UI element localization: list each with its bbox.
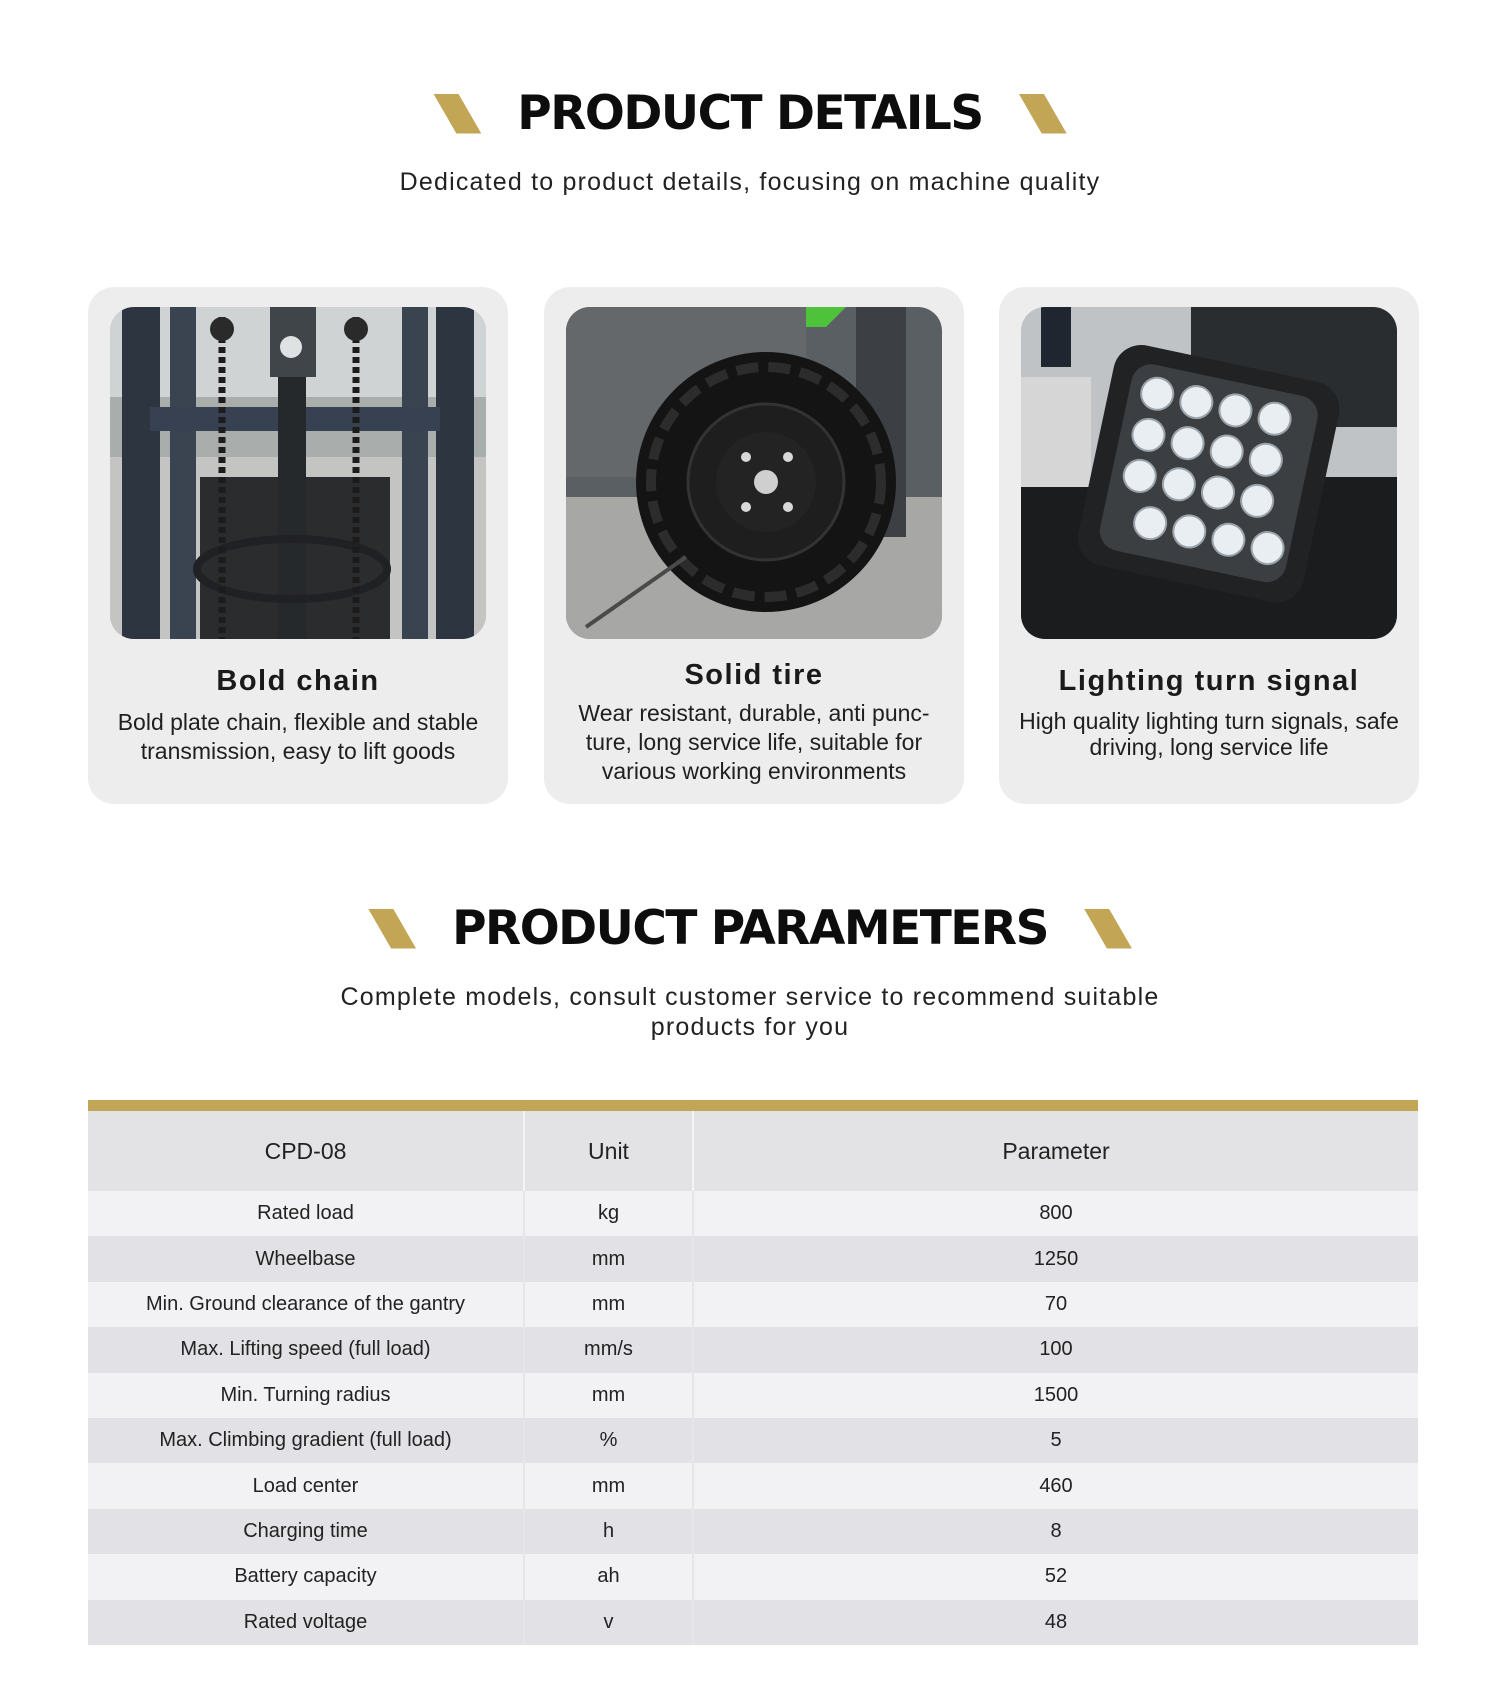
product-parameters-header (0, 901, 1500, 1042)
feature-cards (88, 287, 1418, 804)
table-row (88, 1509, 1418, 1554)
cell-value: 100 (693, 1327, 1418, 1372)
table-row (88, 1418, 1418, 1463)
cell-item: Rated voltage (88, 1600, 524, 1645)
cell-value: 1250 (693, 1236, 1418, 1281)
cell-value: 460 (693, 1463, 1418, 1508)
parameters-table (88, 1111, 1418, 1645)
table-row (88, 1191, 1418, 1236)
feature-card-bold-chain (88, 287, 508, 804)
table-row (88, 1463, 1418, 1508)
table-header-row (88, 1111, 1418, 1191)
right-slash-decoration (1019, 94, 1067, 134)
card-title: Bold chain (216, 665, 380, 697)
forklift-mast-chain-photo (110, 307, 486, 639)
section-title: PRODUCT DETAILS (517, 86, 983, 141)
cell-unit: mm (524, 1373, 693, 1418)
cell-unit: mm (524, 1463, 693, 1508)
cell-value: 5 (693, 1418, 1418, 1463)
table-row (88, 1236, 1418, 1281)
cell-unit: kg (524, 1191, 693, 1236)
cell-unit: v (524, 1600, 693, 1645)
cell-value: 70 (693, 1282, 1418, 1327)
cell-value: 48 (693, 1600, 1418, 1645)
table-row (88, 1600, 1418, 1645)
card-title: Lighting turn signal (1058, 665, 1360, 697)
card-description: High quality lighting turn signals, safe driving, long service life (1019, 708, 1399, 760)
cell-unit: mm/s (524, 1327, 693, 1372)
title-row (0, 86, 1500, 141)
parameters-table-container (88, 1100, 1418, 1645)
table-row (88, 1373, 1418, 1418)
table-row (88, 1282, 1418, 1327)
cell-item: Min. Turning radius (88, 1373, 524, 1418)
section-subtitle: Complete models, consult customer service to recommend suitable products for you (340, 983, 1160, 1041)
table-row (88, 1554, 1418, 1599)
cell-unit: h (524, 1509, 693, 1554)
card-description: Wear resistant, durable, anti punc-ture, long service life, suitable for various working environments (578, 700, 930, 784)
cell-unit: % (524, 1418, 693, 1463)
cell-item: Wheelbase (88, 1236, 524, 1281)
cell-unit: mm (524, 1236, 693, 1281)
cell-unit: mm (524, 1282, 693, 1327)
feature-card-solid-tire (544, 287, 964, 804)
cell-item: Max. Lifting speed (full load) (88, 1327, 524, 1372)
cell-unit: ah (524, 1554, 693, 1599)
feature-card-lighting-turn-signal (999, 287, 1419, 804)
cell-value: 8 (693, 1509, 1418, 1554)
cell-item: Load center (88, 1463, 524, 1508)
title-row (0, 901, 1500, 956)
right-slash-decoration (1084, 909, 1132, 949)
cell-item: Charging time (88, 1509, 524, 1554)
left-slash-decoration (433, 94, 481, 134)
header-unit: Unit (524, 1111, 693, 1191)
cell-item: Min. Ground clearance of the gantry (88, 1282, 524, 1327)
header-parameter: Parameter (693, 1111, 1418, 1191)
cell-value: 800 (693, 1191, 1418, 1236)
card-description: Bold plate chain, flexible and stable transmission, easy to lift goods (117, 709, 479, 764)
left-slash-decoration (368, 909, 416, 949)
forklift-solid-tire-photo (566, 307, 942, 639)
cell-value: 52 (693, 1554, 1418, 1599)
section-subtitle: Dedicated to product details, focusing on machine quality (399, 168, 1101, 196)
cell-item: Rated load (88, 1191, 524, 1236)
card-title: Solid tire (684, 659, 824, 691)
cell-value: 1500 (693, 1373, 1418, 1418)
led-work-light-photo (1021, 307, 1397, 639)
header-model: CPD-08 (88, 1111, 524, 1191)
section-title: PRODUCT PARAMETERS (452, 901, 1048, 956)
product-details-header (0, 86, 1500, 197)
table-row (88, 1327, 1418, 1372)
cell-item: Battery capacity (88, 1554, 524, 1599)
cell-item: Max. Climbing gradient (full load) (88, 1418, 524, 1463)
table-accent-bar (88, 1100, 1418, 1111)
